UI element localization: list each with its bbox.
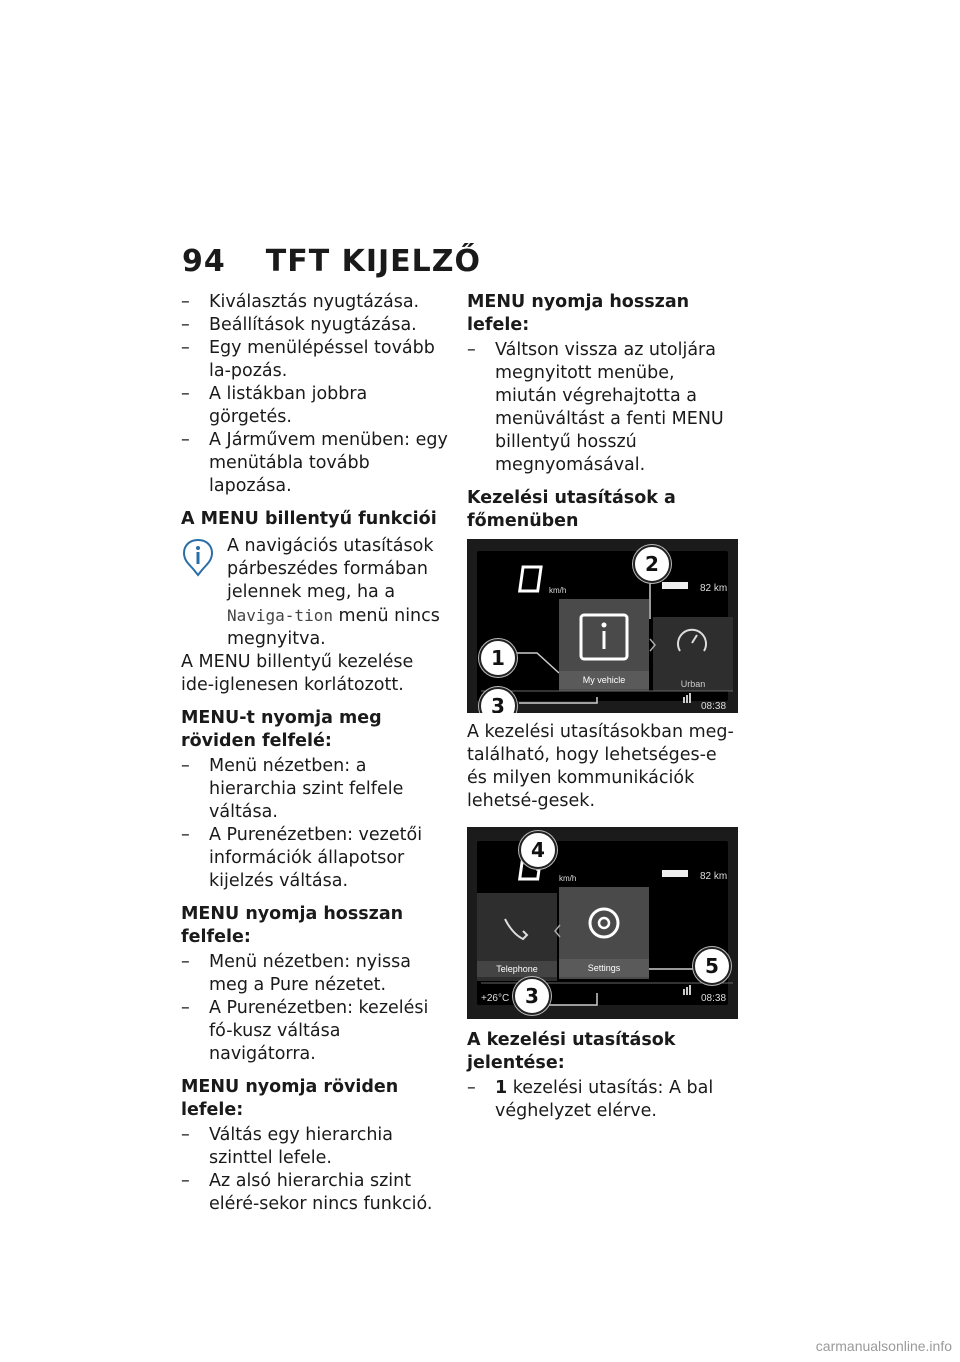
right-column — [467, 291, 739, 1123]
info-note: A navigációs utasítások párbeszédes formában jelennek meg, ha a Naviga-tion menü nincs megnyitva. — [181, 535, 449, 651]
paragraph: A kezelési utasításokban meg-található, hogy lehetséges-e és milyen kommunikációk lehetsé-gesek. — [467, 722, 734, 811]
list-item: – Menü nézetben: nyissa meg a Pure nézetet. — [181, 952, 411, 995]
list-confirm-actions — [181, 291, 449, 498]
list-item: – Egy menülépéssel tovább la-pozás. — [181, 338, 435, 381]
heading-long-up: MENU nyomja hosszan felfele: — [181, 904, 404, 947]
list-item: – A Járművem menüben: egy menütábla tovább lapozása. — [181, 430, 448, 496]
page-number: 94 — [182, 244, 226, 279]
tile-label-settings: Settings — [559, 959, 649, 977]
speed-unit: km/h — [559, 874, 577, 883]
tile-label-telephone: Telephone — [477, 961, 557, 977]
list-item: – Az alsó hierarchia szint eléré-sekor nincs funkció. — [181, 1171, 433, 1214]
list-item: – Beállítások nyugtázása. — [181, 315, 417, 335]
heading-instruction-meanings: A kezelési utasítások jelentése: — [467, 1030, 676, 1073]
paragraph: A MENU billentyű kezelése ide-iglenesen korlátozott. — [181, 652, 414, 695]
callout-marker: 2 — [633, 545, 671, 583]
heading-main-menu-instructions: Kezelési utasítások a főmenüben — [467, 488, 676, 531]
range-readout: 82 km — [700, 583, 728, 594]
range-readout: 82 km — [700, 871, 728, 882]
clock-readout: 08:38 — [701, 701, 727, 712]
list-item: – Kiválasztás nyugtázása. — [181, 292, 420, 312]
page-title — [182, 244, 481, 279]
list-item: – A Purenézetben: kezelési fó-kusz váltása navigátorra. — [181, 998, 429, 1064]
temperature-readout: +26°C — [481, 993, 510, 1004]
speed-unit: km/h — [549, 586, 567, 595]
list-item: – A listákban jobbra görgetés. — [181, 384, 368, 427]
heading-short-down: MENU nyomja röviden lefele: — [181, 1077, 399, 1120]
navigation-menu-name: Naviga-tion — [227, 606, 333, 625]
clock-readout: 08:38 — [701, 993, 727, 1004]
battery-bars — [662, 870, 688, 877]
tile-label-my-vehicle: My vehicle — [559, 671, 649, 689]
tile-label-urban: Urban — [680, 679, 706, 689]
callout-marker: 3 — [513, 977, 551, 1015]
callout-marker: 1 — [479, 639, 517, 677]
tft-screenshot-settings — [467, 827, 738, 1019]
list-item: – Menü nézetben: a hierarchia szint felfele váltása. — [181, 756, 404, 822]
left-column — [181, 291, 449, 1216]
signal-icon — [683, 697, 685, 703]
heading-short-up: MENU-t nyomja meg röviden felfelé: — [181, 708, 382, 751]
callout-marker: 4 — [519, 831, 557, 869]
list-item: – Váltson vissza az utoljára megnyitott menübe, miután végrehajtotta a menüváltást a fenti MENU billentyű hosszú megnyomásával. — [467, 340, 724, 475]
heading-long-down: MENU nyomja hosszan lefele: — [467, 292, 690, 335]
list-item: – A Purenézetben: vezetői információk állapotsor kijelzés váltása. — [181, 825, 423, 891]
callout-marker: 5 — [693, 947, 731, 985]
callout-marker: 3 — [479, 687, 517, 713]
signal-icon — [683, 989, 685, 995]
tft-screenshot-main-menu — [467, 539, 738, 713]
list-item: – Váltás egy hierarchia szinttel lefele. — [181, 1125, 394, 1168]
battery-bars — [662, 582, 688, 589]
heading-menu-functions: A MENU billentyű funkciói — [181, 509, 437, 529]
list-item: – 1 kezelési utasítás: A bal véghelyzet elérve. — [467, 1078, 714, 1121]
info-icon — [181, 537, 215, 577]
chapter-title: TFT KIJELZŐ — [265, 244, 482, 279]
watermark-footer: carmanualsonline.info — [815, 1338, 952, 1354]
speed-box-icon — [520, 567, 541, 591]
